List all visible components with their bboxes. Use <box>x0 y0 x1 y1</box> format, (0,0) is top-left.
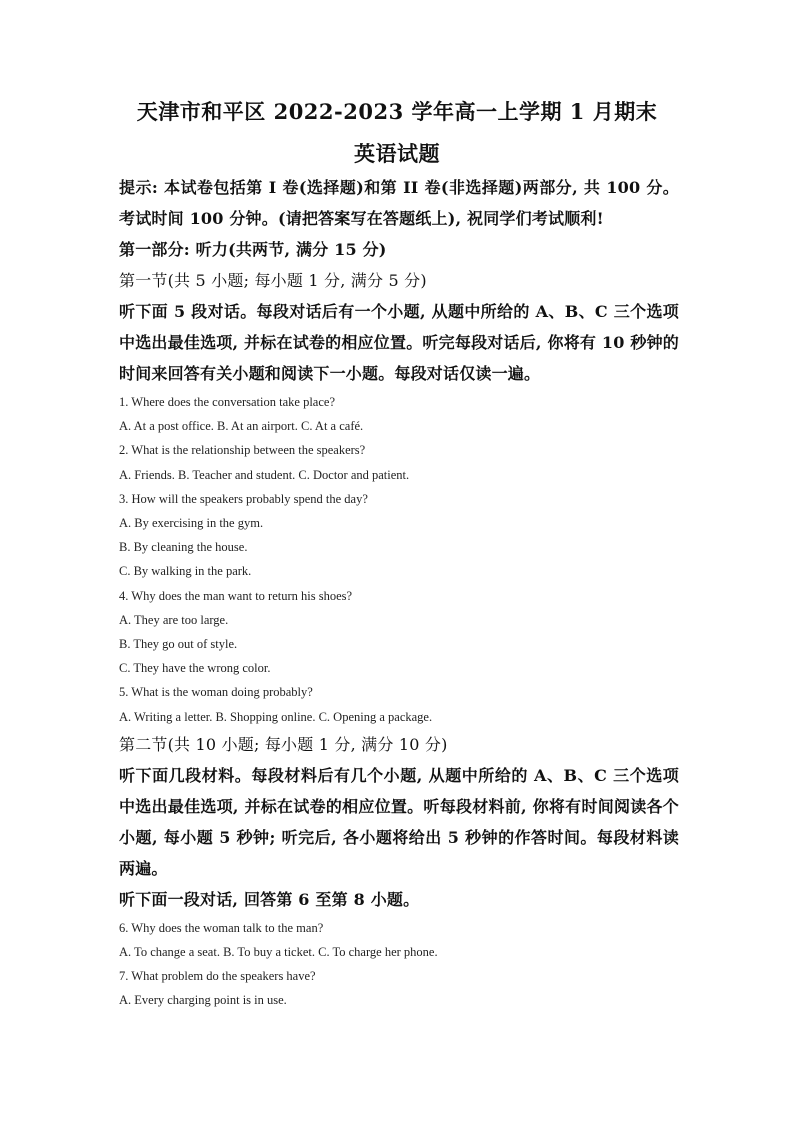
section1-instructions: 听下面 5 段对话。每段对话后有一个小题, 从题中所给的 A、B、C 三个选项中选出最佳选项, 并标在试卷的相应位置。听完每段对话后, 你将有 10 秒钟的时间来回答有关小题和阅读下一小题。每段对话仅读一遍。 <box>119 302 679 383</box>
question-7: 7. What problem do the speakers have? <box>119 969 316 984</box>
exam-tips: 提示: 本试卷包括第 I 卷(选择题)和第 II 卷(非选择题)两部分, 共 100 分。考试时间 100 分钟。(请把答案写在答题纸上), 祝同学们考试顺利! <box>119 178 679 228</box>
question-3-option-c: C. By walking in the park. <box>119 564 252 579</box>
question-2-options: A. Friends. B. Teacher and student. C. Doctor and patient. <box>119 467 410 482</box>
dialogue-heading: 听下面一段对话, 回答第 6 至第 8 小题。 <box>119 889 420 909</box>
question-6: 6. Why does the woman talk to the man? <box>119 920 324 935</box>
question-3-option-a: A. By exercising in the gym. <box>119 516 264 531</box>
question-3: 3. How will the speakers probably spend the day? <box>119 491 368 506</box>
question-5: 5. What is the woman doing probably? <box>119 685 313 700</box>
page-title: 天津市和平区 2022-2023 学年高一上学期 1 月期末 <box>136 99 658 124</box>
question-3-option-b: B. By cleaning the house. <box>119 540 248 555</box>
page-subtitle: 英语试题 <box>354 141 440 166</box>
question-4-option-b: B. They go out of style. <box>119 637 238 652</box>
question-4: 4. Why does the man want to return his shoes? <box>119 588 353 603</box>
question-4-option-a: A. They are too large. <box>119 612 229 627</box>
question-1: 1. Where does the conversation take place? <box>119 395 335 409</box>
question-4-option-c: C. They have the wrong color. <box>119 661 271 676</box>
section1-heading: 第一节(共 5 小题; 每小题 1 分, 满分 5 分) <box>119 271 427 290</box>
question-2: 2. What is the relationship between the speakers? <box>119 443 366 458</box>
part1-heading: 第一部分: 听力(共两节, 满分 15 分) <box>119 240 387 259</box>
exam-content <box>119 172 679 1013</box>
question-1-options: A. At a post office. B. At an airport. C. At a café. <box>119 419 364 434</box>
question-6-options: A. To change a seat. B. To buy a ticket. C. To charge her phone. <box>119 945 438 960</box>
section2-heading: 第二节(共 10 小题; 每小题 1 分, 满分 10 分) <box>119 734 448 754</box>
question-7-option-a: A. Every charging point is in use. <box>119 993 287 1008</box>
question-5-options: A. Writing a letter. B. Shopping online. C. Opening a package. <box>119 709 433 724</box>
section2-instructions: 听下面几段材料。每段材料后有几个小题, 从题中所给的 A、B、C 三个选项中选出最佳选项, 并标在试卷的相应位置。听每段材料前, 你将有时间阅读各个小题, 每小题 5 秒钟; 听完后, 各小题将给出 5 秒钟的作答时间。每段材料读两遍。 <box>119 765 679 878</box>
